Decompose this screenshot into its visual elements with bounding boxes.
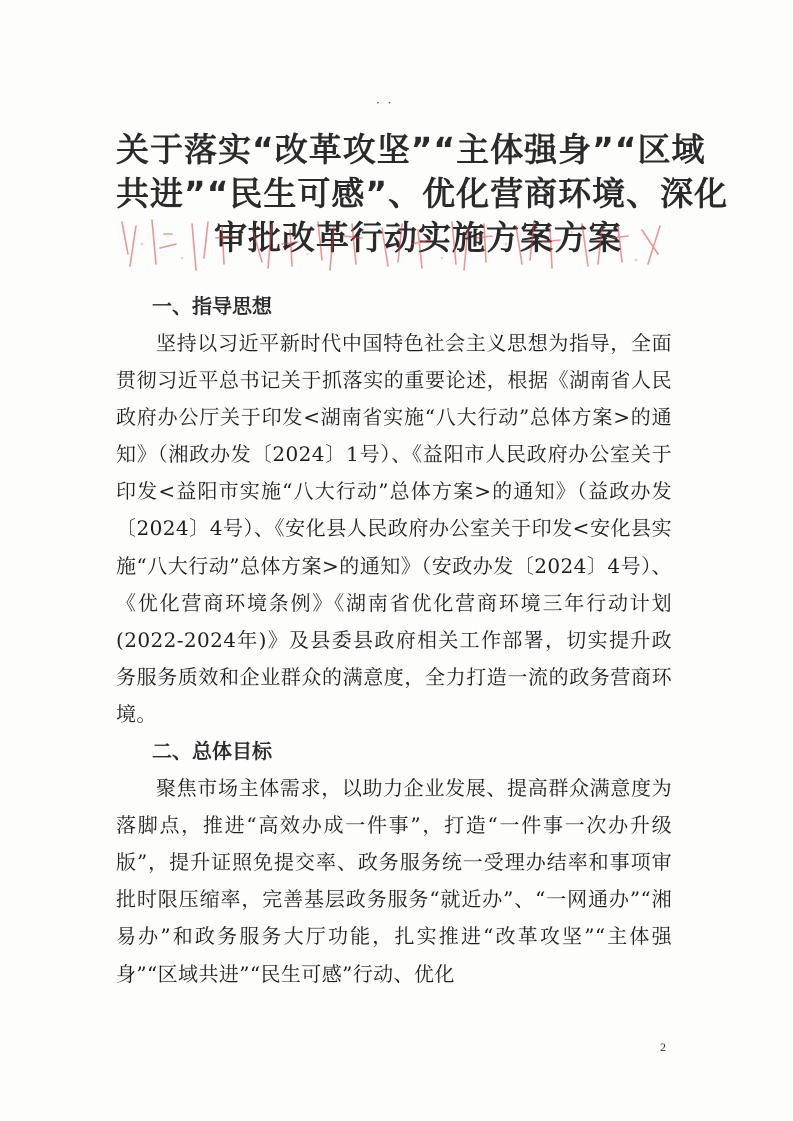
- title-line-3: 审批改革行动实施方案方案: [214, 218, 622, 257]
- paragraph-guiding-ideology: 坚持以习近平新时代中国特色社会主义思想为指导，全面贯彻习近平总书记关于抓落实的重要论述，根据《湖南省人民政府办公厅关于印发<湖南省实施“八大行动”总体方案>的通知》（湘政办发〔2024〕1号）、《益阳市人民政府办公室关于印发<益阳市实施“八大行动”总体方案>的通知》（益政办发〔2024〕4号）、《安化县人民政府办公室关于印发<安化县实施“八大行动”总体方案>的通知》（安政办发〔2024〕4号）、《优化营商环境条例》《湖南省优化营商环境三年行动计划(2022-2024年)》及县委县政府相关工作部署，切实提升政务服务质效和企业群众的满意度，全力打造一流的政务营商环境。: [116, 331, 672, 726]
- section-heading-guiding-ideology: 一、指导思想: [152, 294, 272, 318]
- red-seal-stamp: [112, 214, 672, 276]
- section-heading-overall-goals: 二、总体目标: [152, 739, 272, 764]
- title-line-2: 共进”“民生可感”、优化营商环境、深化: [116, 174, 729, 213]
- title-line-1: 关于落实“改革攻坚”“主体强身”“区域: [116, 130, 706, 169]
- document-body: [116, 288, 672, 993]
- top-mark: · ·: [376, 96, 394, 110]
- page-number: 2: [660, 1040, 666, 1054]
- paragraph-overall-goals: 聚焦市场主体需求，以助力企业发展、提高群众满意度为落脚点，推进“高效办成一件事”，打造“一件事一次办升级版”，提升证照免提交率、政务服务统一受理办结率和事项审批时限压缩率，完善基层政务服务“就近办”、“一网通办”“湘易办”和政务服务大厅功能，扎实推进“改革攻坚”“主体强身”“区域共进”“民生可感”行动、优化: [116, 776, 672, 986]
